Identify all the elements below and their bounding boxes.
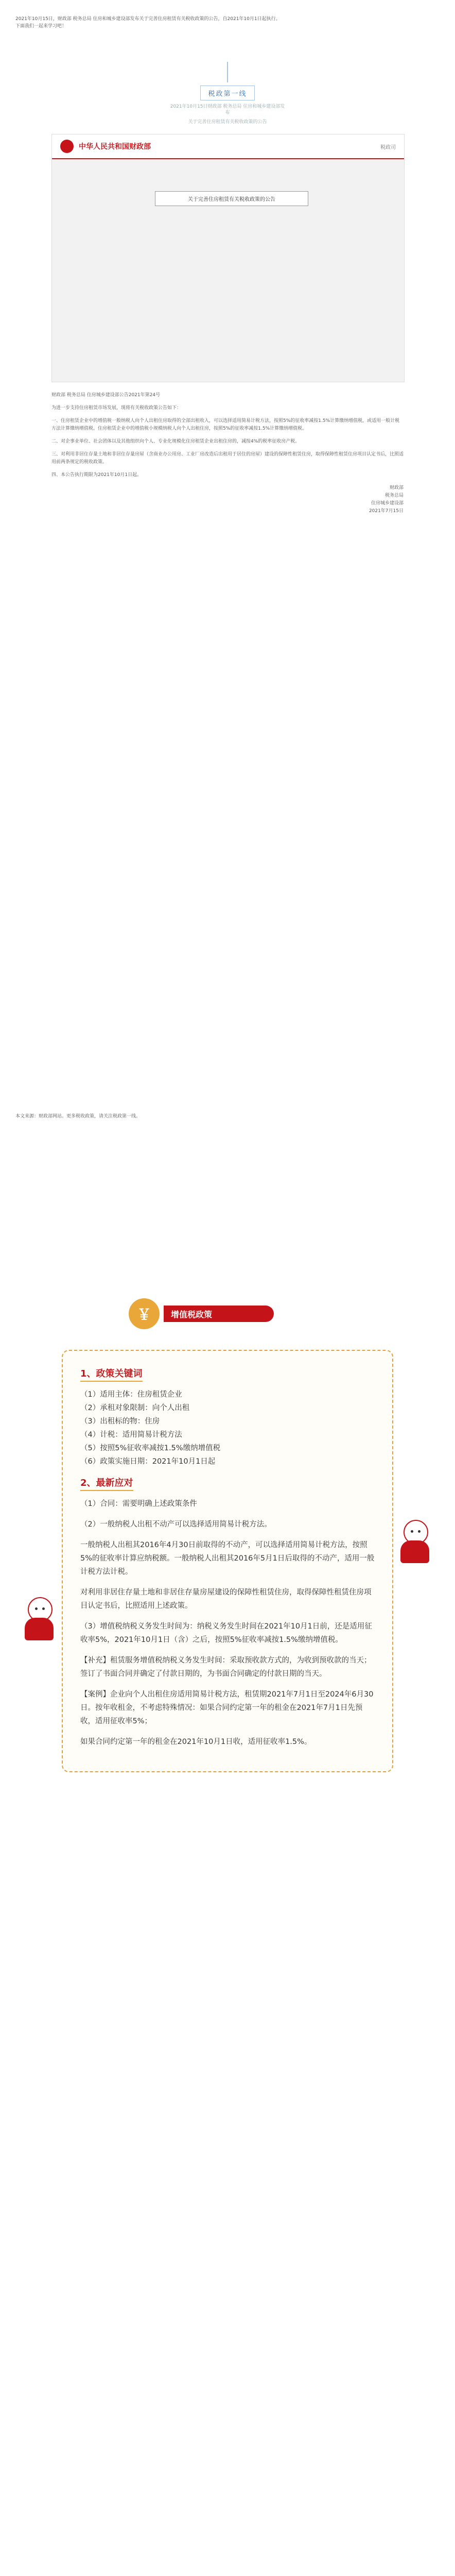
vat-title: 增值税政策 (164, 1306, 274, 1322)
vat-para: （1）合同：需要明确上述政策条件 (80, 1500, 197, 1508)
signature (51, 484, 404, 515)
intro-line-1: 2021年10月15日，财政部 税务总局 住房和城乡建设部发布关于完善住房租赁有关税收政策的公告，自2021年10月1日起执行。 (15, 16, 281, 22)
sign-4: 2021年7月15日 (369, 509, 404, 514)
banner-sub-2: 关于完善住房租赁有关税收政策的公告 (188, 120, 267, 125)
list-item: （1）适用主体：住房租赁企业 (80, 1391, 182, 1399)
vat-para: 【补充】租赁服务增值税纳税义务发生时间：采取预收款方式的，为收到预收款的当天；签订了书面合同并确定了付款日期的，为书面合同确定的付款日期的当天。 (80, 1656, 372, 1678)
sign-2: 税务总局 (384, 493, 404, 498)
vat-card (62, 1350, 393, 1772)
mascot-icon (396, 1520, 433, 1563)
list-item: （2）承租对象限制：向个人出租 (80, 1404, 190, 1412)
list-item: （4）计税：适用简易计税方法 (80, 1431, 182, 1439)
notice-title: 关于完善住房租赁有关税收政策的公告 (155, 191, 308, 206)
vat-section-title (129, 1298, 326, 1329)
notice-number: 财政部 税务总局 住房城乡建设部公告2021年第24号 (51, 393, 161, 398)
vat-para: 一般纳税人出租其2016年4月30日前取得的不动产，可以选择适用简易计税方法，按照5%的征收率计算应纳税额。一般纳税人出租其2016年5月1日后取得的不动产，适用一般计税方法计税。 (80, 1541, 375, 1576)
ministry-site-name: 中华人民共和国财政部 (79, 143, 151, 151)
vat-keyword-list (80, 1388, 375, 1468)
vat-heading-2: 2、最新应对 (80, 1476, 133, 1491)
list-item: （5）按照5%征收率减按1.5%缴纳增值税 (80, 1444, 221, 1452)
list-item: （6）政策实施日期：2021年10月1日起 (80, 1458, 216, 1466)
yuan-icon: ￥ (129, 1298, 160, 1329)
vat-para: （2）一般纳税人出租不动产可以选择适用简易计税方法。 (80, 1520, 272, 1529)
vat-para: 对利用非居住存量土地和非居住存量房屋建设的保障性租赁住房，取得保障性租赁住房项目认定书后，比照适用上述政策。 (80, 1588, 372, 1610)
banner-title: 税政第一线 (200, 86, 254, 100)
notice-para: 三、对利用非居住存量土地和非居住存量房屋（含商业办公用房、工业厂房改造后出租用于居住的房屋）建设的保障性租赁住房，取得保障性租赁住房项目认定书后，比照适用前两条规定的税收政策。 (51, 452, 404, 465)
vat-para: 【案例】企业向个人出租住房适用简易计税方法，租赁期2021年7月1日至2024年6月30日。按年收租金，不考虑特殊情况：如果合同约定第一年的租金在2021年7月1日先预收，适用征收率5%； (80, 1690, 374, 1725)
national-emblem-icon (60, 140, 74, 153)
notice-para: 四、本公告执行期限为2021年10月1日起。 (51, 472, 142, 478)
vat-para: 如果合同约定第一年的租金在2021年10月1日收，适用征收率1.5%。 (80, 1738, 312, 1746)
ministry-screenshot (51, 134, 405, 382)
notice-para: 一、住房租赁企业中的增值税一般纳税人向个人出租住房取得的全部出租收入，可以选择适用简易计税方法，按照5%的征收率减按1.5%计算缴纳增值税，或适用一般计税方法计算缴纳增值税。住房租赁企业中的增值税小规模纳税人向个人出租住房，按照5%的征收率减按1.5%计算缴纳增值税。 (51, 418, 400, 431)
notice-para: 二、对企事业单位、社会团体以及其他组织向个人、专业化规模化住房租赁企业出租住房的，减按4%的税率征收房产税。 (51, 439, 300, 444)
mascot-icon (21, 1597, 58, 1640)
notice-para: 为进一步支持住房租赁市场发展，现将有关税收政策公告如下： (51, 405, 182, 411)
banner-sub-1: 2021年10月15日财政部 税务总局 住房和城乡建设部发布 (170, 104, 285, 115)
vat-para: （3）增值税纳税义务发生时间为：纳税义务发生时间在2021年10月1日前，还是适用征收率5%，2021年10月1日（含）之后，按照5%征收率减按1.5%缴纳增值税。 (80, 1622, 372, 1644)
sign-3: 住房城乡建设部 (371, 501, 404, 506)
vat-heading-1: 1、政策关键词 (80, 1366, 143, 1382)
source-note: 本文来源：财政部网站。更多税收政策，请关注税政第一线。 (15, 1114, 141, 1119)
notice-body (51, 392, 404, 520)
ministry-header (52, 134, 404, 159)
intro-text (15, 15, 440, 30)
sign-1: 财政部 (389, 485, 404, 490)
list-item: （3）出租标的物：住房 (80, 1417, 160, 1426)
banner-bar (227, 62, 228, 82)
column-banner (170, 62, 285, 125)
intro-line-2: 下面我们一起来学习吧！ (15, 24, 67, 29)
ministry-dept: 税政司 (380, 144, 396, 150)
